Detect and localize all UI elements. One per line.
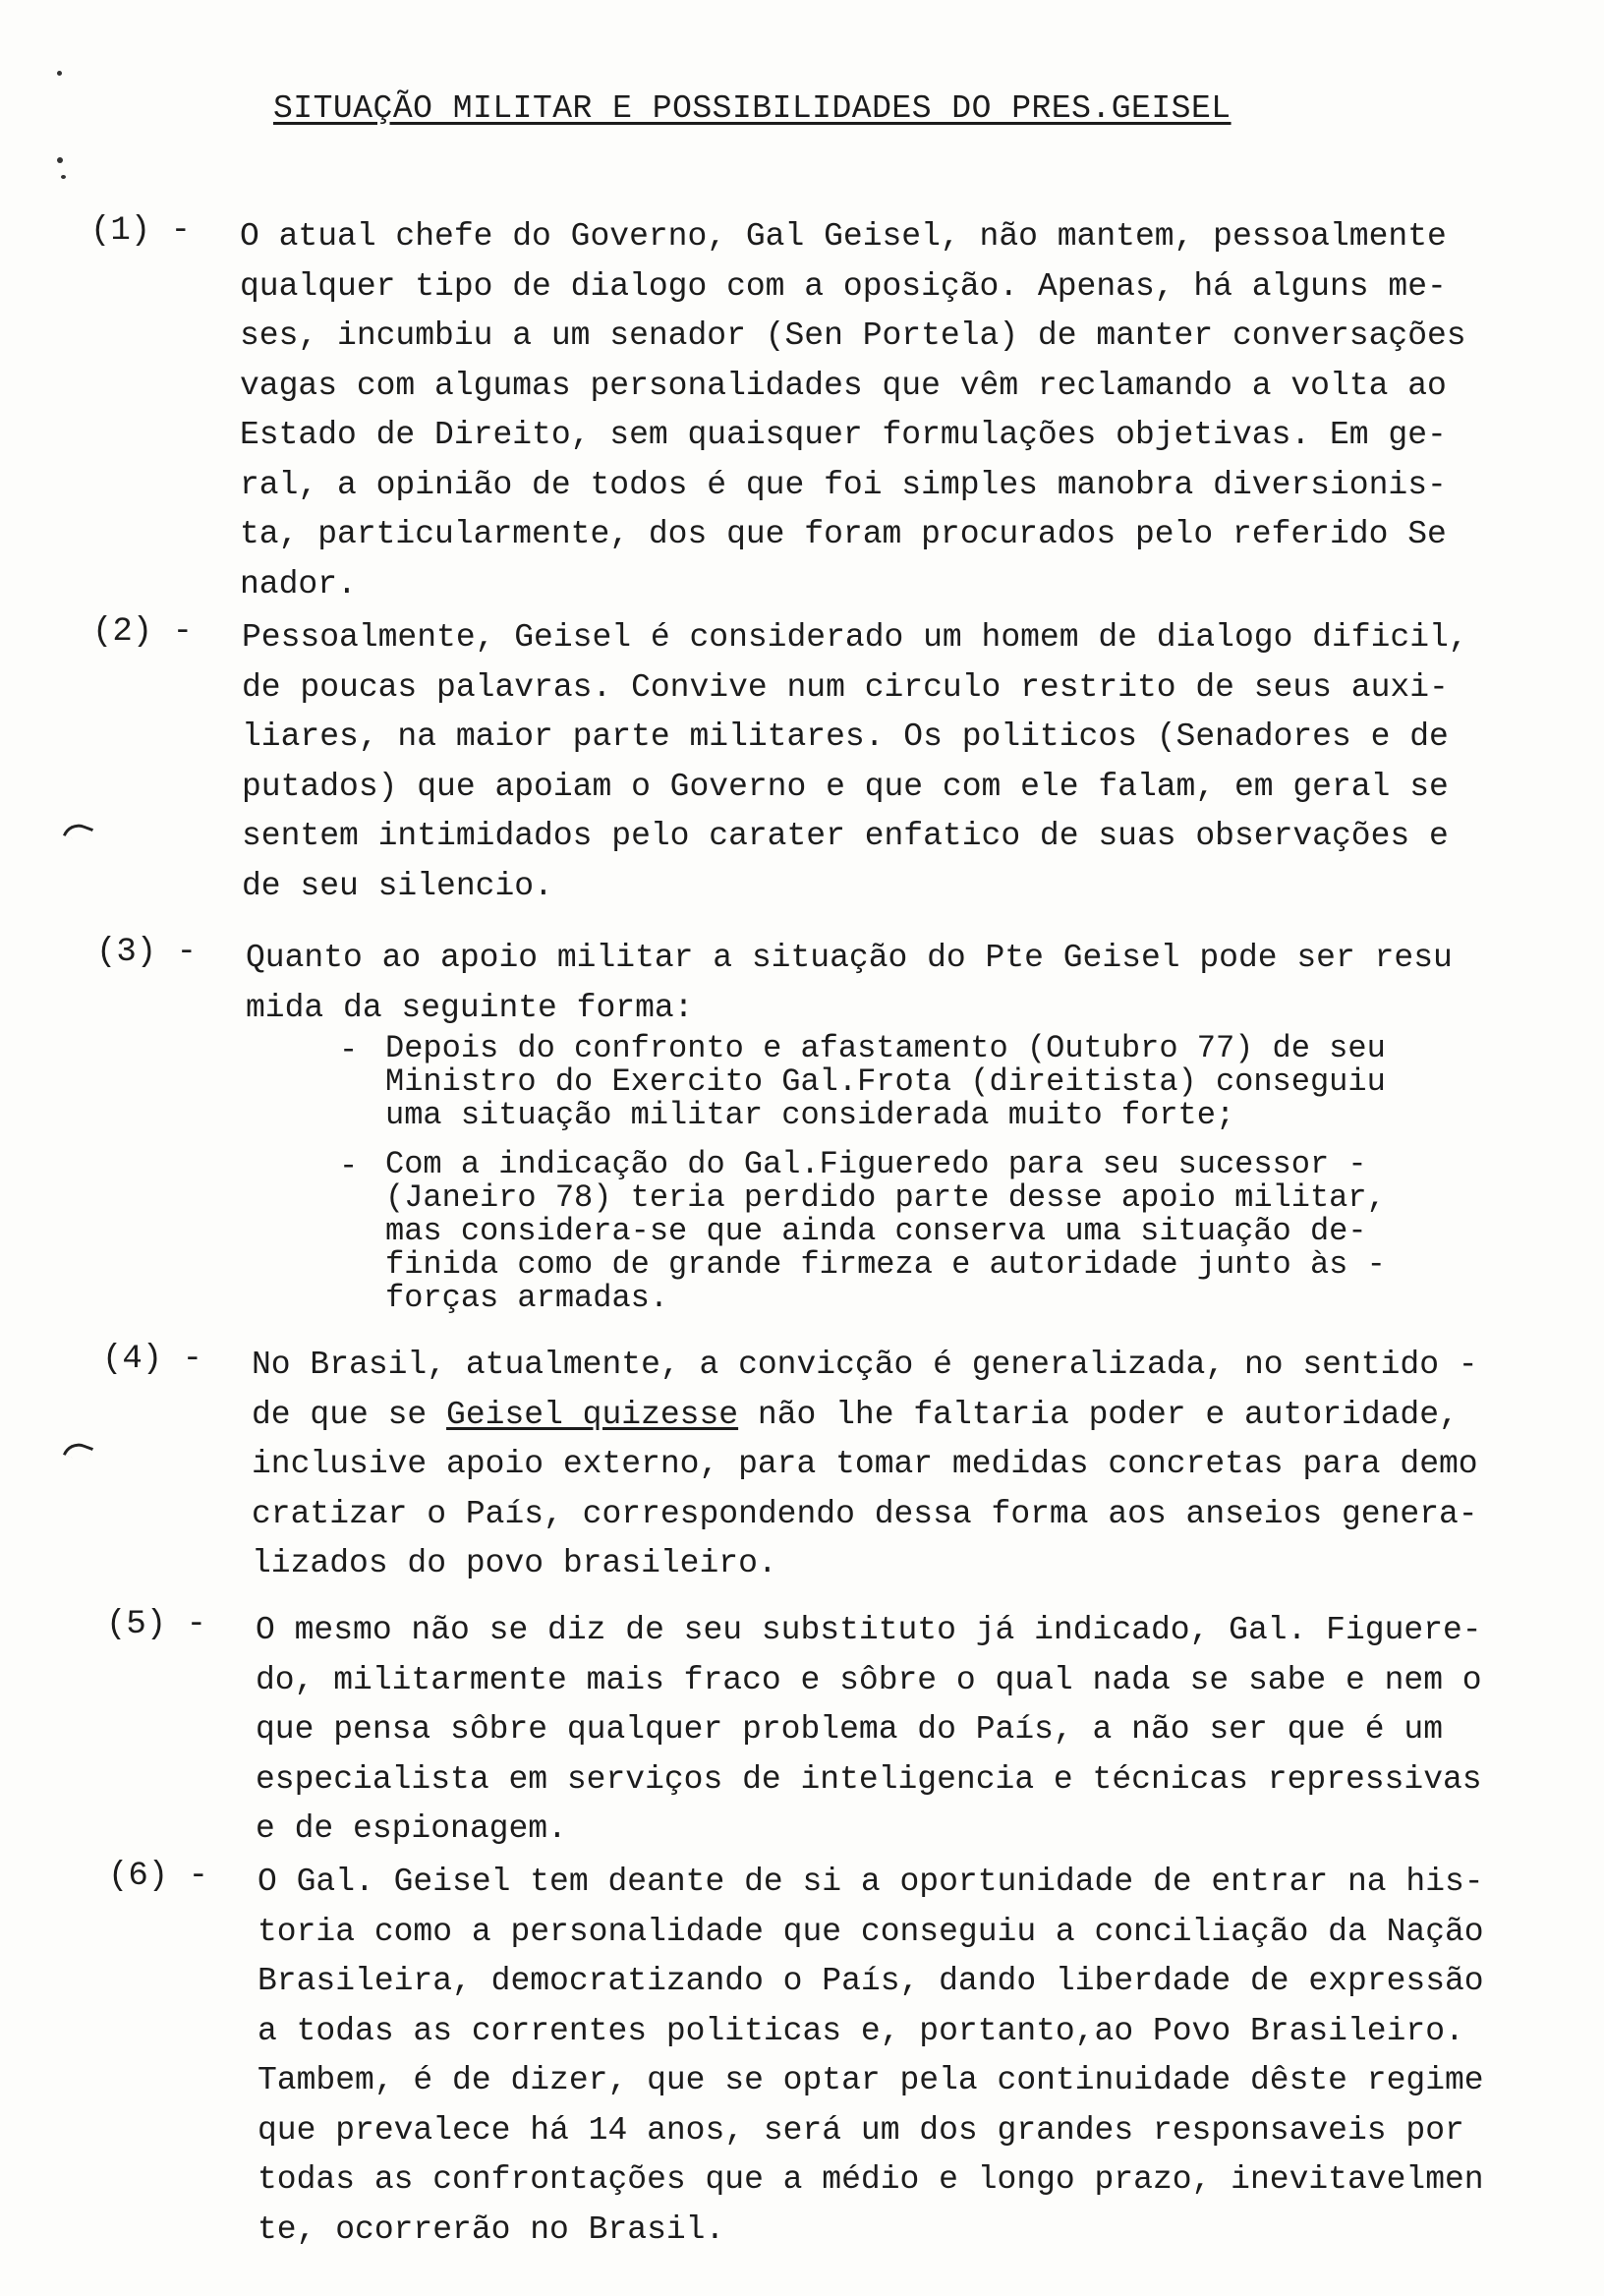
text-line: te, ocorrerão no Brasil. xyxy=(258,2210,725,2248)
margin-mark xyxy=(63,820,93,844)
text-line: de poucas palavras. Convive num circulo restrito de seus auxi- xyxy=(242,668,1449,706)
text-line: O atual chefe do Governo, Gal Geisel, não mantem, pessoalmente xyxy=(240,218,1447,255)
text-line: ral, a opinião de todos é que foi simples manobra diversionis- xyxy=(240,466,1447,503)
text-line: inclusive apoio externo, para tomar medidas concretas para demo xyxy=(252,1446,1478,1482)
text-line: liares, na maior parte militares. Os politicos (Senadores e de xyxy=(242,718,1449,755)
text-line: toria como a personalidade que conseguiu a conciliação da Nação xyxy=(258,1913,1484,1950)
text-line: cratizar o País, correspondendo dessa forma aos anseios genera- xyxy=(252,1495,1478,1532)
paragraph-number: (2) - xyxy=(92,613,194,651)
margin-mark xyxy=(63,1439,93,1464)
list-item xyxy=(339,1148,1518,1315)
text-line: especialista em serviços de inteligencia e técnicas repressivas xyxy=(256,1760,1482,1798)
text-line: de seu silencio. xyxy=(242,867,553,904)
paragraph-2 xyxy=(92,613,1557,911)
text-line: ta, particularmente, dos que foram procurados pelo referido Se xyxy=(240,516,1447,552)
text-line: qualquer tipo de dialogo com a oposição. Apenas, há alguns me- xyxy=(240,267,1447,305)
list-dash: - xyxy=(339,1032,359,1068)
paragraph-6 xyxy=(108,1858,1573,2255)
text-line: forças armadas. xyxy=(385,1280,669,1316)
text-line: Quanto ao apoio militar a situação do Pte Geisel pode ser resu xyxy=(246,940,1453,976)
text-line: Brasileira, democratizando o País, dando liberdade de expressão xyxy=(258,1963,1484,1999)
text-line: (Janeiro 78) teria perdido parte desse apoio militar, xyxy=(385,1179,1386,1216)
text-run: não lhe faltaria poder e autoridade, xyxy=(738,1396,1459,1433)
paragraph-number: (4) - xyxy=(102,1341,203,1378)
paragraph-5 xyxy=(106,1606,1571,1855)
text-line: Estado de Direito, sem quaisquer formulações objetivas. Em ge- xyxy=(240,417,1447,453)
list-dash: - xyxy=(339,1148,359,1184)
paragraph-1 xyxy=(90,212,1555,609)
text-line: todas as confrontações que a médio e longo prazo, inevitavelmen xyxy=(258,2161,1484,2198)
text-line: No Brasil, atualmente, a convicção é generalizada, no sentido - xyxy=(252,1347,1478,1383)
text-line: e de espionagem. xyxy=(256,1810,567,1847)
text-line: a todas as correntes politicas e, portanto,ao Povo Brasileiro. xyxy=(258,2012,1464,2049)
text-line: finida como de grande firmeza e autoridade junto às - xyxy=(385,1246,1386,1283)
text-line: mas considera-se que ainda conserva uma situação de- xyxy=(385,1213,1367,1249)
paragraph-number: (3) - xyxy=(96,934,198,971)
document-title: SITUAÇÃO MILITAR E POSSIBILIDADES DO PRES.GEISEL xyxy=(273,90,1232,127)
text-line: vagas com algumas personalidades que vêm reclamando a volta ao xyxy=(240,367,1447,404)
text-line: O mesmo não se diz de seu substituto já indicado, Gal. Figuere- xyxy=(256,1612,1482,1648)
text-line: mida da seguinte forma: xyxy=(246,989,694,1026)
text-line: uma situação militar considerada muito forte; xyxy=(385,1097,1235,1133)
text-line: Ministro do Exercito Gal.Frota (direitista) conseguiu xyxy=(385,1063,1386,1100)
text-line: O Gal. Geisel tem deante de si a oportunidade de entrar na his- xyxy=(258,1864,1484,1900)
paragraph-3 xyxy=(96,934,1561,1033)
paragraph-number: (5) - xyxy=(106,1606,207,1643)
text-line: que pensa sôbre qualquer problema do País, a não ser que é um xyxy=(256,1711,1443,1748)
text-line: Com a indicação do Gal.Figueredo para seu sucessor - xyxy=(385,1146,1367,1182)
margin-speck xyxy=(61,175,66,179)
text-line: Pessoalmente, Geisel é considerado um homem de dialogo dificil, xyxy=(242,619,1468,656)
list-item xyxy=(339,1032,1518,1132)
text-line: que prevalece há 14 anos, será um dos grandes responsaveis por xyxy=(258,2111,1464,2149)
text-line: putados) que apoiam o Governo e que com ele falam, em geral se xyxy=(242,768,1449,805)
text-line: nador. xyxy=(240,565,357,603)
text-line: Tambem, é de dizer, que se optar pela continuidade dêste regime xyxy=(258,2062,1484,2098)
text-line: do, militarmente mais fraco e sôbre o qual nada se sabe e nem o xyxy=(256,1661,1482,1698)
text-line: ses, incumbiu a um senador (Sen Portela) de manter conversações xyxy=(240,317,1466,354)
underlined-phrase: Geisel quizesse xyxy=(446,1396,739,1433)
margin-speck xyxy=(57,71,62,76)
text-line: Depois do confronto e afastamento (Outubro 77) de seu xyxy=(385,1030,1386,1066)
text-line xyxy=(252,1391,1567,1441)
paragraph-number: (1) - xyxy=(90,212,192,250)
text-line: sentem intimidados pelo carater enfatico de suas observações e xyxy=(242,818,1449,854)
text-run: de que se xyxy=(252,1396,447,1433)
margin-speck xyxy=(57,157,63,163)
paragraph-4 xyxy=(102,1341,1567,1589)
paragraph-number: (6) - xyxy=(108,1858,209,1895)
text-line: lizados do povo brasileiro. xyxy=(252,1545,777,1581)
